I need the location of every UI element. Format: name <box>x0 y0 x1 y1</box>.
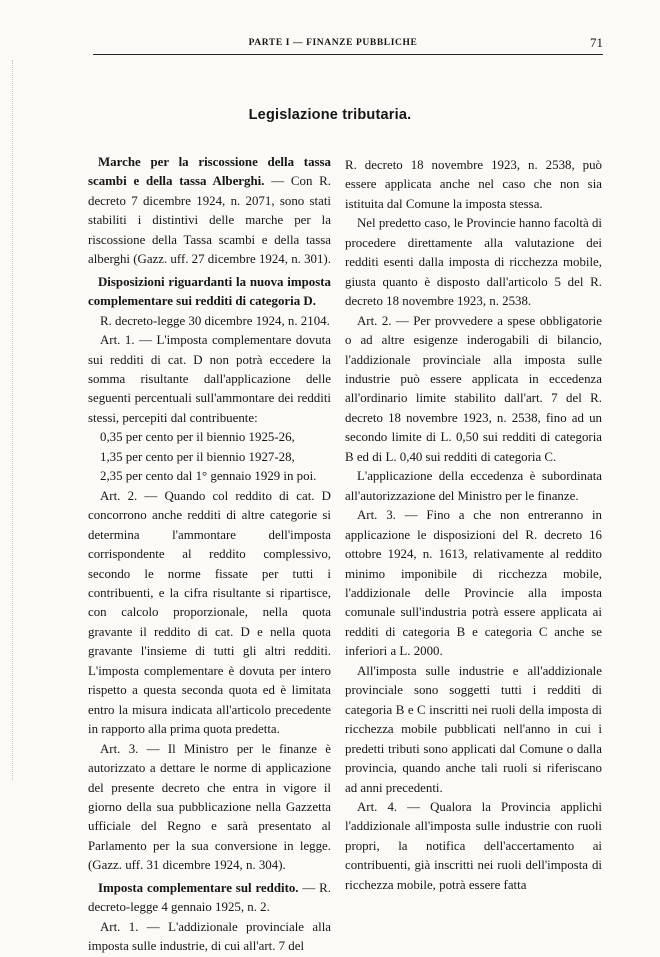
heading-text: Imposta complementare sul reddito. <box>98 880 299 895</box>
section-title: Legislazione tributaria. <box>248 107 412 123</box>
binding-edge-mark <box>12 60 16 780</box>
paragraph-continuation: R. decreto 18 novembre 1923, n. 2538, può essere applicata anche nel caso che non sia istituita dal Comune la imposta stessa. <box>345 158 602 211</box>
right-column <box>345 156 602 895</box>
paragraph: All'imposta sulle industrie e all'addizionale provinciale sono soggetti tutti i redditi di categoria B e C inscritti nei ruoli della imposta di ricchezza mobile pubblicati nell'anno in cui i predetti tributi sono applicati dal Comune o dalla provincia, quando anche tali ruoli si riferiscano ad anni precedenti. <box>345 663 602 795</box>
paragraph: Art. 2. — Per provvedere a spese obbligatorie o ad altre esigenze inderogabili di bilancio, l'addizionale provinciale alla imposta sulle industrie può essere applicata in eccedenza all'ordinario limite stabilito dall'art. 7 del R. decreto 18 novembre 1923, n. 2538, fino ad un secondo limite di L. 0,50 sui redditi di categoria B ed di L. 0,40 sui redditi di categoria C. <box>345 313 602 464</box>
page-number: 71 <box>590 35 603 50</box>
rate-line: 0,35 per cento per il biennio 1925-26, <box>100 430 295 445</box>
paragraph: Art. 3. — Il Ministro per le finanze è autorizzato a dettare le norme di applicazione del presente decreto che entra in vigore il giorno della sua pubblicazione nella Gazzetta ufficiale del Regno e sarà presentato al Parlamento per la sua conversione in legge. (Gazz. uff. 31 dicembre 1924, n. 304). <box>88 741 331 873</box>
left-column <box>88 153 331 957</box>
rate-line: 1,35 per cento per il biennio 1927-28, <box>100 449 295 464</box>
heading-continuation: — Con R. decreto 7 dicembre 1924, n. 2071, sono stati stabiliti i distintivi delle marche per la riscossione della Tassa scambi e della tassa alberghi (Gazz. uff. 27 dicembre 1924, n. 301). <box>88 174 331 267</box>
header-rule <box>93 54 603 55</box>
section-heading: Disposizioni riguardanti la nuova imposta complementare sui redditi di categoria D. <box>88 274 331 309</box>
section-heading <box>88 153 331 270</box>
section-heading <box>88 879 331 918</box>
rate-line: 2,35 per cento dal 1° gennaio 1929 in poi. <box>100 469 317 484</box>
heading-continuation: — R. decreto-legge 4 gennaio 1925, n. 2. <box>88 880 331 915</box>
paragraph: Nel predetto caso, le Provincie hanno facoltà di procedere direttamente alla valutazione dei redditi esenti dalla imposta di ricchezza mobile, giusta quanto è disposto dall'articolo 5 del R. decreto 18 novembre 1923, n. 2538. <box>345 216 602 309</box>
paragraph: Art. 1. — L'imposta complementare dovuta sui redditi di cat. D non potrà eccedere la somma risultante dall'applicazione delle seguenti percentuali sull'ammontare dei redditi stessi, percepiti dal contribuente: <box>88 333 331 425</box>
page-header <box>93 35 603 53</box>
heading-text: Marche per la riscossione della tassa scambi e della tassa Alberghi. <box>88 155 331 189</box>
paragraph: Art. 3. — Fino a che non entreranno in applicazione le disposizioni del R. decreto 16 ottobre 1924, n. 1613, relativamente al reddito minimo imponibile di ricchezza mobile, l'addizionale delle Provincie alla imposta comunale sull'industria potrà essere applicata ai redditi di categoria B e categoria C anche se inferiori a L. 2000. <box>345 508 602 659</box>
paragraph: L'applicazione della eccedenza è subordinata all'autorizzazione del Ministro per le finanze. <box>345 469 602 503</box>
paragraph: R. decreto-legge 30 dicembre 1924, n. 2104. <box>100 313 330 328</box>
running-head: PARTE I — FINANZE PUBBLICHE <box>248 38 418 48</box>
paragraph: Art. 2. — Quando col reddito di cat. D concorrono anche redditi di altre categorie si determina l'ammontare dell'imposta corrispondente al reddito complessivo, secondo le norme fissate per tutti i contribuenti, e la cifra risultante si ripartisce, con calcolo proporzionale, nella quota gravante il reddito di cat. D e nella quota gravante l'insieme di tutti gli altri redditi. L'imposta complementare è dovuta per intero rispetto a questa seconda quota ed è limitata entro la misura indicata all'articolo precedente in rapporto alla prima quota predetta. <box>88 488 331 737</box>
paragraph: Art. 4. — Qualora la Provincia applichi l'addizionale all'imposta sulle industrie con ruoli propri, la notifica dell'accertamento ai contribuenti, già inscritti nei ruoli dell'imposta di ricchezza mobile, potrà essere fatta <box>345 799 602 892</box>
paragraph: Art. 1. — L'addizionale provinciale alla imposta sulle industrie, di cui all'art. 7 del <box>88 919 331 954</box>
